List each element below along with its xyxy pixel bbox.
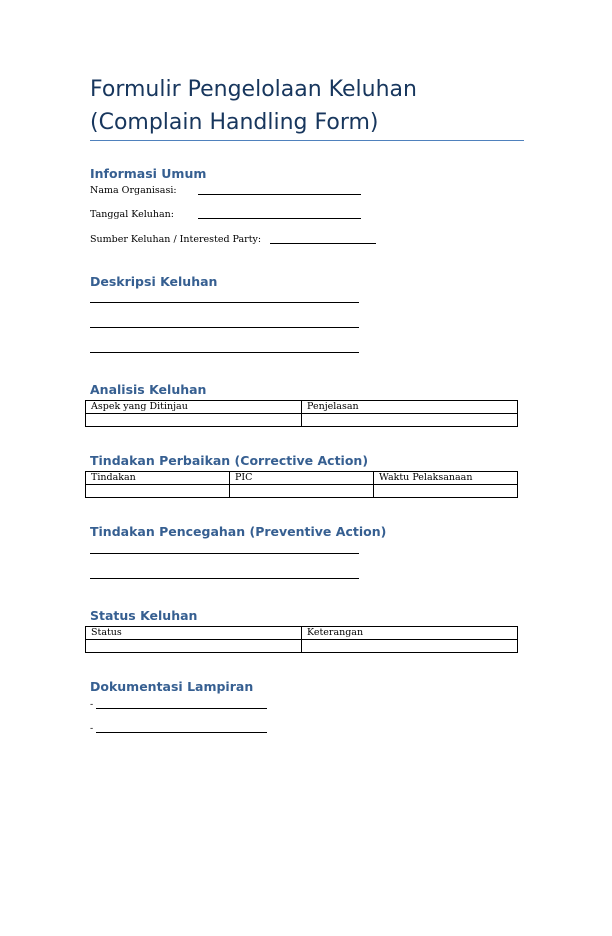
column-header-explanation: Penjelasan (302, 401, 518, 414)
preventive-line-1[interactable] (90, 553, 359, 554)
table-row (86, 485, 518, 498)
table-header-row (86, 472, 518, 485)
corrective-action-table (85, 471, 518, 498)
title-divider (90, 140, 524, 141)
column-header-action: Tindakan (86, 472, 230, 485)
section-heading-description: Deskripsi Keluhan (90, 274, 218, 289)
table-header-row (86, 627, 518, 640)
page-title-line-2: (Complain Handling Form) (90, 110, 379, 135)
complaint-source-label: Sumber Keluhan / Interested Party: (90, 234, 262, 245)
section-heading-status: Status Keluhan (90, 608, 198, 623)
table-cell[interactable] (374, 485, 518, 498)
table-header-row (86, 401, 518, 414)
section-heading-preventive-action: Tindakan Pencegahan (Preventive Action) (90, 524, 387, 539)
analysis-table (85, 400, 518, 427)
column-header-status: Status (86, 627, 302, 640)
attachment-line-1[interactable] (96, 708, 267, 709)
attachment-bullet-1: - (90, 699, 94, 710)
column-header-pic: PIC (230, 472, 374, 485)
column-header-aspect: Aspek yang Ditinjau (86, 401, 302, 414)
table-row (86, 414, 518, 427)
section-heading-analysis: Analisis Keluhan (90, 382, 207, 397)
org-name-label: Nama Organisasi: (90, 185, 177, 196)
table-cell[interactable] (302, 414, 518, 427)
attachment-bullet-2: - (90, 723, 94, 734)
table-cell[interactable] (230, 485, 374, 498)
description-line-3[interactable] (90, 352, 359, 353)
table-cell[interactable] (302, 640, 518, 653)
complaint-source-field[interactable] (270, 243, 376, 244)
table-cell[interactable] (86, 414, 302, 427)
description-line-2[interactable] (90, 327, 359, 328)
attachment-line-2[interactable] (96, 732, 267, 733)
preventive-line-2[interactable] (90, 578, 359, 579)
table-cell[interactable] (86, 640, 302, 653)
column-header-notes: Keterangan (302, 627, 518, 640)
section-heading-attachments: Dokumentasi Lampiran (90, 679, 254, 694)
section-heading-general-info: Informasi Umum (90, 166, 207, 181)
table-cell[interactable] (86, 485, 230, 498)
column-header-schedule: Waktu Pelaksanaan (374, 472, 518, 485)
section-heading-corrective-action: Tindakan Perbaikan (Corrective Action) (90, 453, 369, 468)
org-name-field[interactable] (198, 194, 361, 195)
page-title-line-1: Formulir Pengelolaan Keluhan (90, 77, 417, 102)
status-table (85, 626, 518, 653)
description-line-1[interactable] (90, 302, 359, 303)
table-row (86, 640, 518, 653)
complaint-date-field[interactable] (198, 218, 361, 219)
complaint-date-label: Tanggal Keluhan: (90, 209, 174, 220)
page-title (90, 73, 530, 139)
